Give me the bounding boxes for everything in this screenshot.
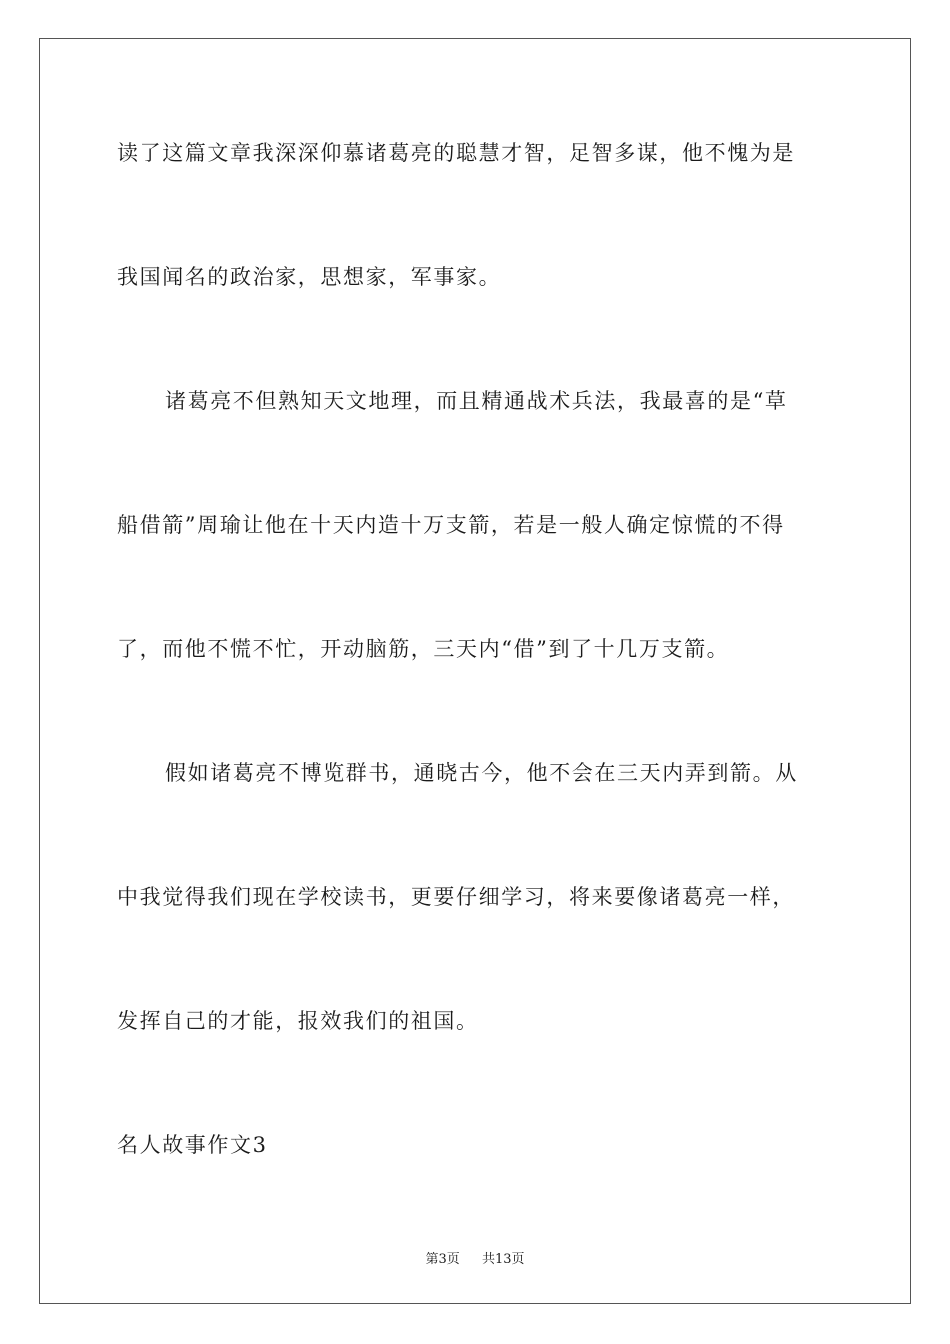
paragraph-line: 发挥自己的才能，报效我们的祖国。 — [117, 1009, 479, 1033]
paragraph-line: 船借箭”周瑜让他在十天内造十万支箭，若是一般人确定惊慌的不得 — [117, 513, 785, 537]
page-number: 第3页 — [425, 1252, 460, 1267]
section-heading: 名人故事作文3 — [117, 1133, 268, 1157]
paragraph-line: 我国闻名的政治家，思想家，军事家。 — [117, 265, 502, 289]
page-footer — [0, 1248, 950, 1267]
page-total: 共13页 — [482, 1252, 525, 1267]
paragraph-line: 诸葛亮不但熟知天文地理，而且精通战术兵法，我最喜的是“草 — [165, 389, 788, 413]
paragraph-line: 了，而他不慌不忙，开动脑筋，三天内“借”到了十几万支箭。 — [117, 637, 730, 661]
page-frame — [39, 38, 911, 1304]
paragraph-line: 中我觉得我们现在学校读书，更要仔细学习，将来要像诸葛亮一样， — [117, 885, 795, 909]
paragraph-line: 读了这篇文章我深深仰慕诸葛亮的聪慧才智，足智多谋，他不愧为是 — [117, 141, 795, 165]
paragraph-line: 假如诸葛亮不博览群书，通晓古今，他不会在三天内弄到箭。从 — [165, 761, 798, 785]
